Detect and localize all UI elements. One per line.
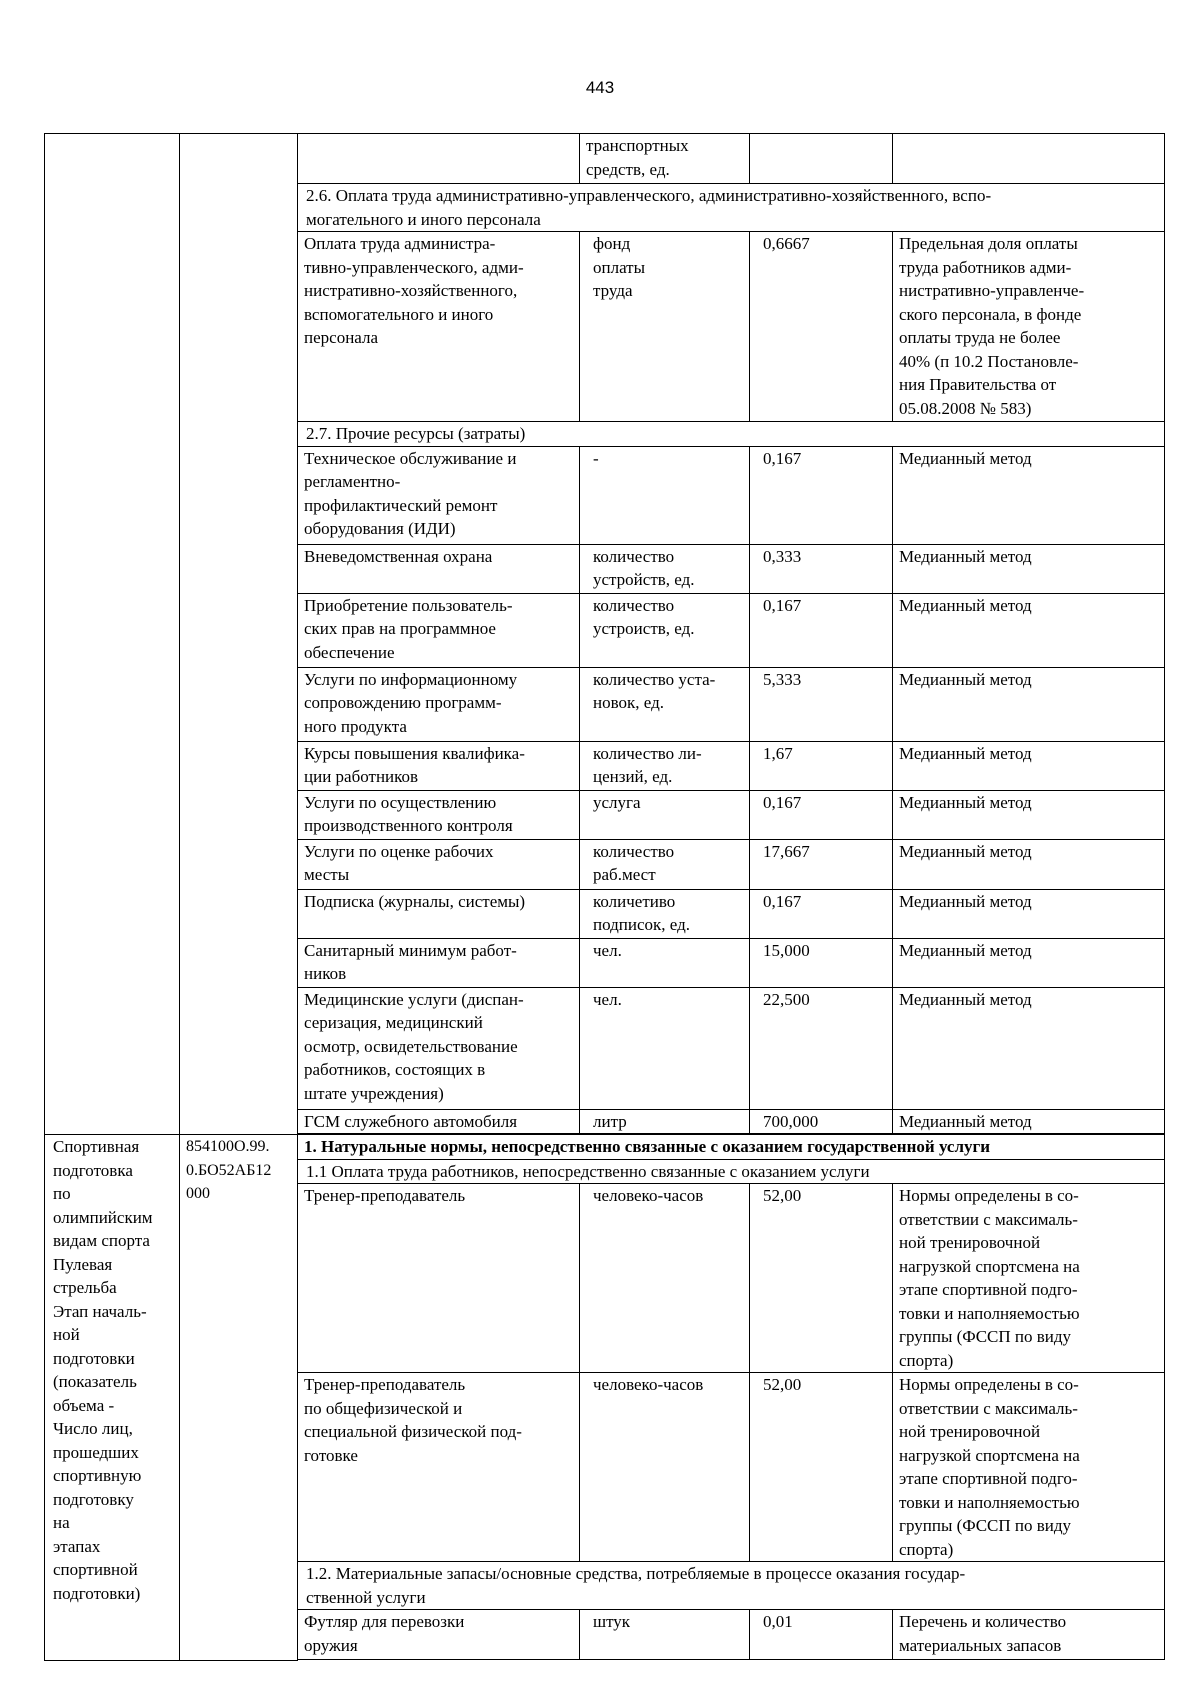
- section-2-6-header: 2.6. Оплата труда административно-управленческого, административно-хозяйственного, вспо- могательного и иного персонала: [298, 184, 1165, 232]
- resource-name-cell: Тренер-преподаватель: [298, 1184, 580, 1373]
- value-cell: 0,333: [750, 544, 893, 593]
- note-cell: Медианный метод: [893, 667, 1165, 741]
- section-1-header: 1. Натуральные нормы, непосредственно связанные с оказанием государственной услуги: [298, 1135, 1165, 1160]
- resource-name-cell: Санитарный минимум работ- ников: [298, 938, 580, 987]
- unit-cell: фонд оплаты труда: [580, 232, 750, 422]
- resource-name-cell: Вневедомственная охрана: [298, 544, 580, 593]
- value-cell: 22,500: [750, 987, 893, 1109]
- resource-name-cell: [298, 134, 580, 184]
- note-cell: Нормы определены в со- ответствии с максималь- ной тренировочной нагрузкой спортсмена на этапе спортивной подго- товки и наполняемостью группы (ФССП по виду спорта): [893, 1184, 1165, 1373]
- note-cell: Медианный метод: [893, 938, 1165, 987]
- resource-name-cell: Футляр для перевозки оружия: [298, 1610, 580, 1660]
- value-cell: 700,000: [750, 1109, 893, 1134]
- value-cell: [750, 134, 893, 184]
- note-cell: Медианный метод: [893, 741, 1165, 790]
- resource-name-cell: Услуги по осуществлению производственного контроля: [298, 790, 580, 839]
- unit-cell: человеко-часов: [580, 1184, 750, 1373]
- value-cell: 0,167: [750, 889, 893, 938]
- unit-cell: количество раб.мест: [580, 839, 750, 889]
- note-cell: Медианный метод: [893, 889, 1165, 938]
- resource-name-cell: Медицинские услуги (диспан- серизация, медицинский осмотр, освидетельствование работников, состоящих в штате учреждения): [298, 987, 580, 1109]
- note-cell: Медианный метод: [893, 593, 1165, 667]
- value-cell: 0,167: [750, 593, 893, 667]
- value-cell: 5,333: [750, 667, 893, 741]
- note-cell: [893, 134, 1165, 184]
- resource-name-cell: Приобретение пользователь- ских прав на программное обеспечение: [298, 593, 580, 667]
- unit-cell: услуга: [580, 790, 750, 839]
- note-cell: Медианный метод: [893, 790, 1165, 839]
- resource-name-cell: Тренер-преподаватель по общефизической и специальной физической под- готовке: [298, 1373, 580, 1562]
- section-1-1-header: 1.1 Оплата труда работников, непосредственно связанные с оказанием услуги: [298, 1159, 1165, 1184]
- unit-cell: человеко-часов: [580, 1373, 750, 1562]
- section-header-row: [45, 1135, 1165, 1160]
- resource-name-cell: Подписка (журналы, системы): [298, 889, 580, 938]
- unit-cell: количество устроиств, ед.: [580, 593, 750, 667]
- value-cell: 17,667: [750, 839, 893, 889]
- service-name-cell: Спортивная подготовка по олимпийским видам спорта Пулевая стрельба Этап началь- ной подготовки (показатель объема - Число лиц, прошедших спортивную подготовку на этапах спортивной подготовки): [45, 1135, 180, 1661]
- value-cell: 52,00: [750, 1373, 893, 1562]
- note-cell: Медианный метод: [893, 839, 1165, 889]
- service-code-cell: 854100О.99. 0.БО52АБ12 000: [180, 1135, 298, 1661]
- resource-name-cell: Услуги по информационному сопровождению программ- ного продукта: [298, 667, 580, 741]
- note-cell: Нормы определены в со- ответствии с максималь- ной тренировочной нагрузкой спортсмена на этапе спортивной подго- товки и наполняемостью группы (ФССП по виду спорта): [893, 1373, 1165, 1562]
- unit-cell: -: [580, 446, 750, 544]
- value-cell: 15,000: [750, 938, 893, 987]
- note-cell: Медианный метод: [893, 544, 1165, 593]
- table-row: [45, 134, 1165, 184]
- unit-cell: транспортных средств, ед.: [580, 134, 750, 184]
- resource-name-cell: ГСМ служебного автомобиля: [298, 1109, 580, 1134]
- value-cell: 0,167: [750, 790, 893, 839]
- code-cell-empty: [180, 134, 298, 1135]
- unit-cell: чел.: [580, 938, 750, 987]
- resource-name-cell: Оплата труда администра- тивно-управленческого, адми- нистративно-хозяйственного, вспомогательного и иного персонала: [298, 232, 580, 422]
- value-cell: 0,01: [750, 1610, 893, 1660]
- section-1-2-header: 1.2. Материальные запасы/основные средства, потребляемые в процессе оказания государ- ственной услуги: [298, 1562, 1165, 1610]
- note-cell: Перечень и количество материальных запасов: [893, 1610, 1165, 1660]
- note-cell: Предельная доля оплаты труда работников адми- нистративно-управленче- ского персонала, в фонде оплаты труда не более 40% (п 10.2 Постановле- ния Правительства от 05.08.2008 № 583): [893, 232, 1165, 422]
- service-cell-empty: [45, 134, 180, 1135]
- value-cell: 1,67: [750, 741, 893, 790]
- note-cell: Медианный метод: [893, 446, 1165, 544]
- note-cell: Медианный метод: [893, 1109, 1165, 1134]
- unit-cell: количество уста- новок, ед.: [580, 667, 750, 741]
- unit-cell: штук: [580, 1610, 750, 1660]
- value-cell: 0,6667: [750, 232, 893, 422]
- resource-name-cell: Техническое обслуживание и регламентно- профилактический ремонт оборудования (ИДИ): [298, 446, 580, 544]
- unit-cell: количество устройств, ед.: [580, 544, 750, 593]
- value-cell: 0,167: [750, 446, 893, 544]
- resource-name-cell: Курсы повышения квалифика- ции работников: [298, 741, 580, 790]
- unit-cell: количество ли- цензий, ед.: [580, 741, 750, 790]
- unit-cell: литр: [580, 1109, 750, 1134]
- unit-cell: чел.: [580, 987, 750, 1109]
- value-cell: 52,00: [750, 1184, 893, 1373]
- norms-table: [44, 133, 1165, 1661]
- note-cell: Медианный метод: [893, 987, 1165, 1109]
- section-2-7-header: 2.7. Прочие ресурсы (затраты): [298, 422, 1165, 447]
- page-number: 443: [585, 78, 615, 97]
- resource-name-cell: Услуги по оценке рабочих месты: [298, 839, 580, 889]
- unit-cell: количетиво подписок, ед.: [580, 889, 750, 938]
